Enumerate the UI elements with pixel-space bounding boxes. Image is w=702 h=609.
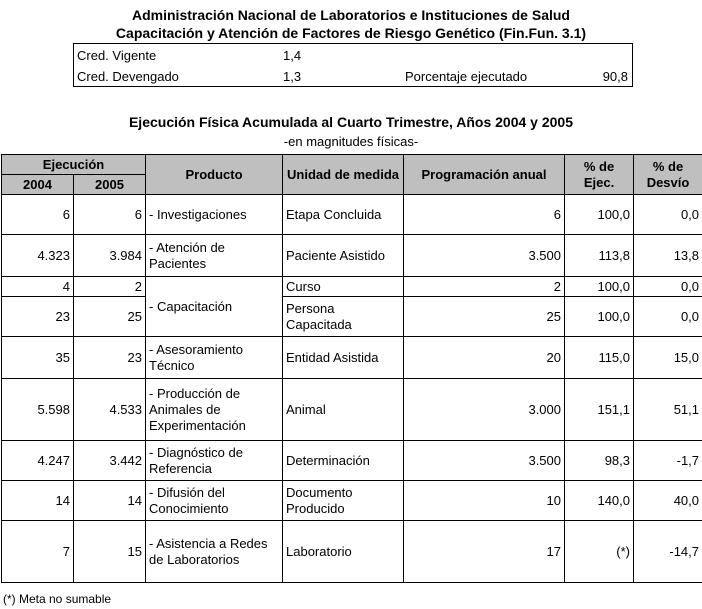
- cell-programacion: 2: [404, 277, 565, 297]
- cell-2004: 6: [2, 195, 74, 235]
- cred-vigente-label: Cred. Vigente: [77, 48, 157, 63]
- cred-vigente-value: 1,4: [283, 48, 302, 63]
- credits-box: [73, 43, 633, 87]
- cell-2004: 4.323: [2, 235, 74, 277]
- header-pct-ejec: % de Ejec.: [565, 155, 634, 195]
- cell-pct-ejec: 100,0: [565, 277, 634, 297]
- cell-producto: - Investigaciones: [146, 195, 283, 235]
- table-row: [2, 441, 702, 481]
- table-row: [2, 195, 702, 235]
- cell-unidad: Paciente Asistido: [283, 235, 404, 277]
- header-2004: 2004: [2, 175, 74, 195]
- cell-unidad: Persona Capacitada: [283, 297, 404, 337]
- cell-pct-ejec: 140,0: [565, 481, 634, 521]
- cell-pct-desvio: -1,7: [634, 441, 702, 481]
- cell-2005: 3.442: [74, 441, 146, 481]
- section-subtitle: -en magnitudes físicas-: [283, 134, 419, 149]
- header-2005: 2005: [74, 175, 146, 195]
- cell-producto: - Difusión del Conocimiento: [146, 481, 283, 521]
- cell-programacion: 17: [404, 521, 565, 583]
- cell-unidad: Curso: [283, 277, 404, 297]
- cell-pct-ejec: (*): [565, 521, 634, 583]
- cell-pct-desvio: 0,0: [634, 277, 702, 297]
- report-title-line2: Capacitación y Atención de Factores de Riesgo Genético (Fin.Fun. 3.1): [115, 25, 587, 41]
- cell-2005: 15: [74, 521, 146, 583]
- cell-2005: 6: [74, 195, 146, 235]
- cell-pct-ejec: 151,1: [565, 379, 634, 441]
- cell-unidad: Determinación: [283, 441, 404, 481]
- cell-2004: 35: [2, 337, 74, 379]
- cell-2004: 5.598: [2, 379, 74, 441]
- cell-producto: - Asesoramiento Técnico: [146, 337, 283, 379]
- cell-unidad: Laboratorio: [283, 521, 404, 583]
- cell-2005: 2: [74, 277, 146, 297]
- cell-pct-desvio: 0,0: [634, 195, 702, 235]
- cell-pct-desvio: 40,0: [634, 481, 702, 521]
- header-ejecucion: Ejecución: [2, 155, 146, 175]
- cell-2005: 23: [74, 337, 146, 379]
- cell-producto: - Diagnóstico de Referencia: [146, 441, 283, 481]
- porcentaje-ejecutado-label: Porcentaje ejecutado: [405, 69, 528, 84]
- cell-2005: 4.533: [74, 379, 146, 441]
- cell-programacion: 6: [404, 195, 565, 235]
- cell-2005: 3.984: [74, 235, 146, 277]
- header-producto: Producto: [146, 155, 283, 195]
- header-unidad: Unidad de medida: [283, 155, 404, 195]
- cell-pct-ejec: 115,0: [565, 337, 634, 379]
- cell-2004: 4: [2, 277, 74, 297]
- cell-programacion: 3.500: [404, 441, 565, 481]
- cell-2004: 7: [2, 521, 74, 583]
- cell-pct-ejec: 113,8: [565, 235, 634, 277]
- cell-2005: 25: [74, 297, 146, 337]
- header-programacion: Programación anual: [404, 155, 565, 195]
- cell-pct-ejec: 100,0: [565, 297, 634, 337]
- header-pct-desvio: % de Desvío: [634, 155, 702, 195]
- cell-pct-desvio: -14,7: [634, 521, 702, 583]
- report-title-line1: Administración Nacional de Laboratorios e Instituciones de Salud: [132, 7, 570, 23]
- cell-programacion: 25: [404, 297, 565, 337]
- cell-producto: - Producción de Animales de Experimentación: [146, 379, 283, 441]
- section-title: Ejecución Física Acumulada al Cuarto Trimestre, Años 2004 y 2005: [128, 114, 574, 130]
- cell-programacion: 3.500: [404, 235, 565, 277]
- table-row: [2, 297, 702, 337]
- cell-pct-desvio: 51,1: [634, 379, 702, 441]
- table-row: [2, 521, 702, 583]
- cell-pct-desvio: 0,0: [634, 297, 702, 337]
- cell-pct-desvio: 13,8: [634, 235, 702, 277]
- cred-devengado-label: Cred. Devengado: [77, 69, 179, 84]
- cell-unidad: Entidad Asistida: [283, 337, 404, 379]
- cell-unidad: Animal: [283, 379, 404, 441]
- table-row: [2, 379, 702, 441]
- cred-devengado-value: 1,3: [283, 69, 302, 84]
- cell-2005: 14: [74, 481, 146, 521]
- cell-pct-ejec: 98,3: [565, 441, 634, 481]
- cell-pct-desvio: 15,0: [634, 337, 702, 379]
- cell-programacion: 3.000: [404, 379, 565, 441]
- execution-table: [1, 154, 702, 583]
- porcentaje-ejecutado-value: 90,8: [602, 69, 628, 84]
- cell-programacion: 20: [404, 337, 565, 379]
- cell-producto: - Capacitación: [146, 277, 283, 337]
- cell-unidad: Documento Producido: [283, 481, 404, 521]
- cell-programacion: 10: [404, 481, 565, 521]
- table-row: [2, 337, 702, 379]
- cell-pct-ejec: 100,0: [565, 195, 634, 235]
- table-row: [2, 235, 702, 277]
- cell-producto: - Asistencia a Redes de Laboratorios: [146, 521, 283, 583]
- footnote: (*) Meta no sumable: [3, 592, 112, 606]
- cell-2004: 14: [2, 481, 74, 521]
- table-row: [2, 481, 702, 521]
- cell-2004: 23: [2, 297, 74, 337]
- cell-producto: - Atención de Pacientes: [146, 235, 283, 277]
- table-row: [2, 277, 702, 297]
- cell-unidad: Etapa Concluida: [283, 195, 404, 235]
- cell-2004: 4.247: [2, 441, 74, 481]
